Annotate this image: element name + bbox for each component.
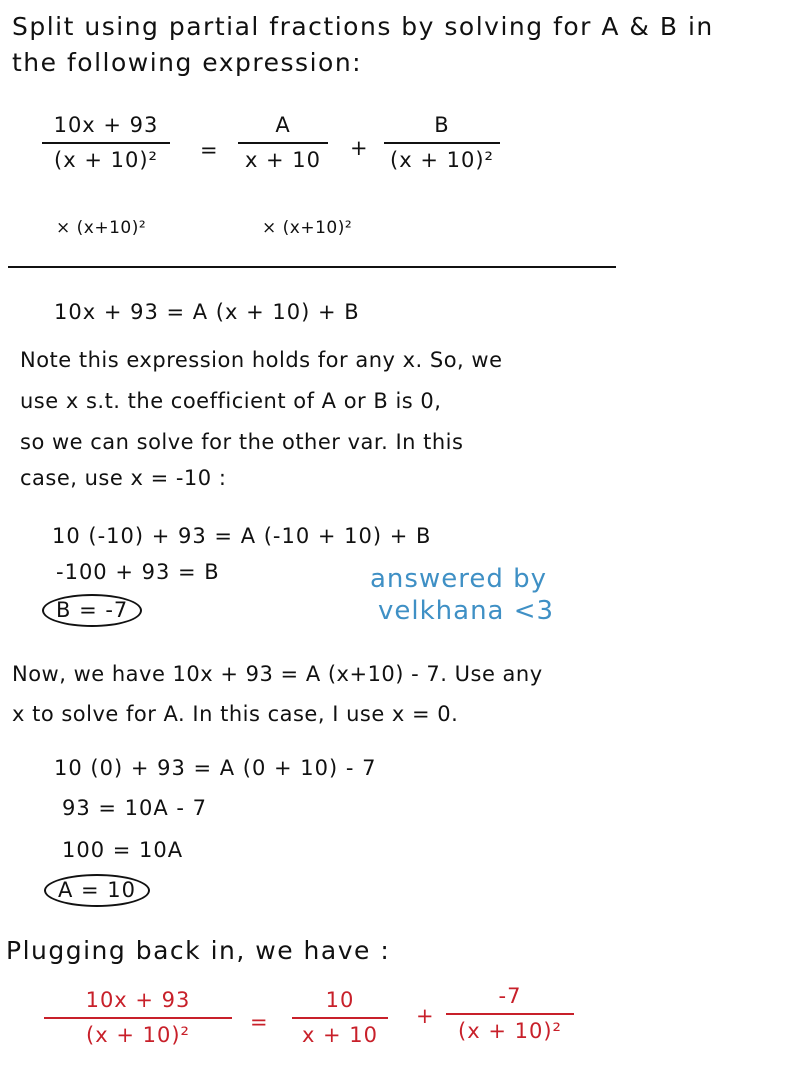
watermark-line-2: velkhana <3	[378, 596, 555, 626]
multiply-right-note: × (x+10)²	[262, 218, 353, 238]
result-a-circled: A = 10	[44, 874, 150, 907]
fraction-bar	[42, 142, 170, 144]
final-plus: +	[416, 1004, 435, 1028]
note-line-2: use x s.t. the coefficient of A or B is 0,	[20, 389, 442, 413]
eq1-fraction-b-denominator: (x + 10)²	[390, 148, 494, 172]
note-line-4: case, use x = -10 :	[20, 466, 227, 490]
eq1-fraction-b-numerator: B	[434, 113, 450, 137]
eq1-fraction-a-numerator: A	[275, 113, 291, 137]
step2-simplify-2: 100 = 10A	[62, 838, 184, 862]
final-heading: Plugging back in, we have :	[6, 936, 391, 965]
final-fraction-a	[292, 990, 388, 1046]
step1-substitution: 10 (-10) + 93 = A (-10 + 10) + B	[52, 524, 432, 548]
fraction-bar	[238, 142, 328, 144]
watermark-line-1: answered by	[370, 564, 547, 594]
step1-simplify: -100 + 93 = B	[56, 560, 220, 584]
final-fraction-a-denominator: x + 10	[301, 1023, 379, 1047]
final-lhs-fraction	[44, 990, 232, 1046]
note-line-1: Note this expression holds for any x. So, we	[20, 348, 503, 372]
eq1-equals: =	[200, 138, 219, 162]
eq1-lhs-numerator: 10x + 93	[53, 113, 159, 137]
eq1-lhs-fraction	[42, 115, 170, 171]
final-equals: =	[250, 1010, 269, 1034]
eq1-fraction-a-denominator: x + 10	[244, 148, 322, 172]
multiply-left-note: × (x+10)²	[56, 218, 147, 238]
final-lhs-numerator: 10x + 93	[85, 988, 191, 1012]
step2-line-2: x to solve for A. In this case, I use x = 0.	[12, 702, 459, 726]
fraction-bar	[384, 142, 500, 144]
final-lhs-denominator: (x + 10)²	[86, 1023, 190, 1047]
eq1-fraction-a	[238, 115, 328, 171]
eq1-lhs-denominator: (x + 10)²	[54, 148, 158, 172]
final-fraction-b-numerator: -7	[498, 984, 522, 1008]
step2-simplify-1: 93 = 10A - 7	[62, 796, 208, 820]
step2-line-1: Now, we have 10x + 93 = A (x+10) - 7. Use any	[12, 662, 543, 686]
instruction-line-1: Split using partial fractions by solving for A & B in	[12, 12, 714, 41]
eq1-fraction-b	[384, 115, 500, 171]
final-fraction-b	[446, 986, 574, 1042]
step2-substitution: 10 (0) + 93 = A (0 + 10) - 7	[54, 756, 377, 780]
note-line-3: so we can solve for the other var. In this	[20, 430, 464, 454]
fraction-bar	[292, 1017, 388, 1019]
result-b-circled: B = -7	[42, 594, 142, 627]
fraction-bar	[446, 1013, 574, 1015]
step1-equation: 10x + 93 = A (x + 10) + B	[54, 300, 360, 324]
eq1-plus: +	[350, 136, 369, 160]
section-divider	[8, 266, 616, 268]
fraction-bar	[44, 1017, 232, 1019]
final-fraction-b-denominator: (x + 10)²	[458, 1019, 562, 1043]
final-fraction-a-numerator: 10	[325, 988, 355, 1012]
instruction-line-2: the following expression:	[12, 48, 363, 77]
